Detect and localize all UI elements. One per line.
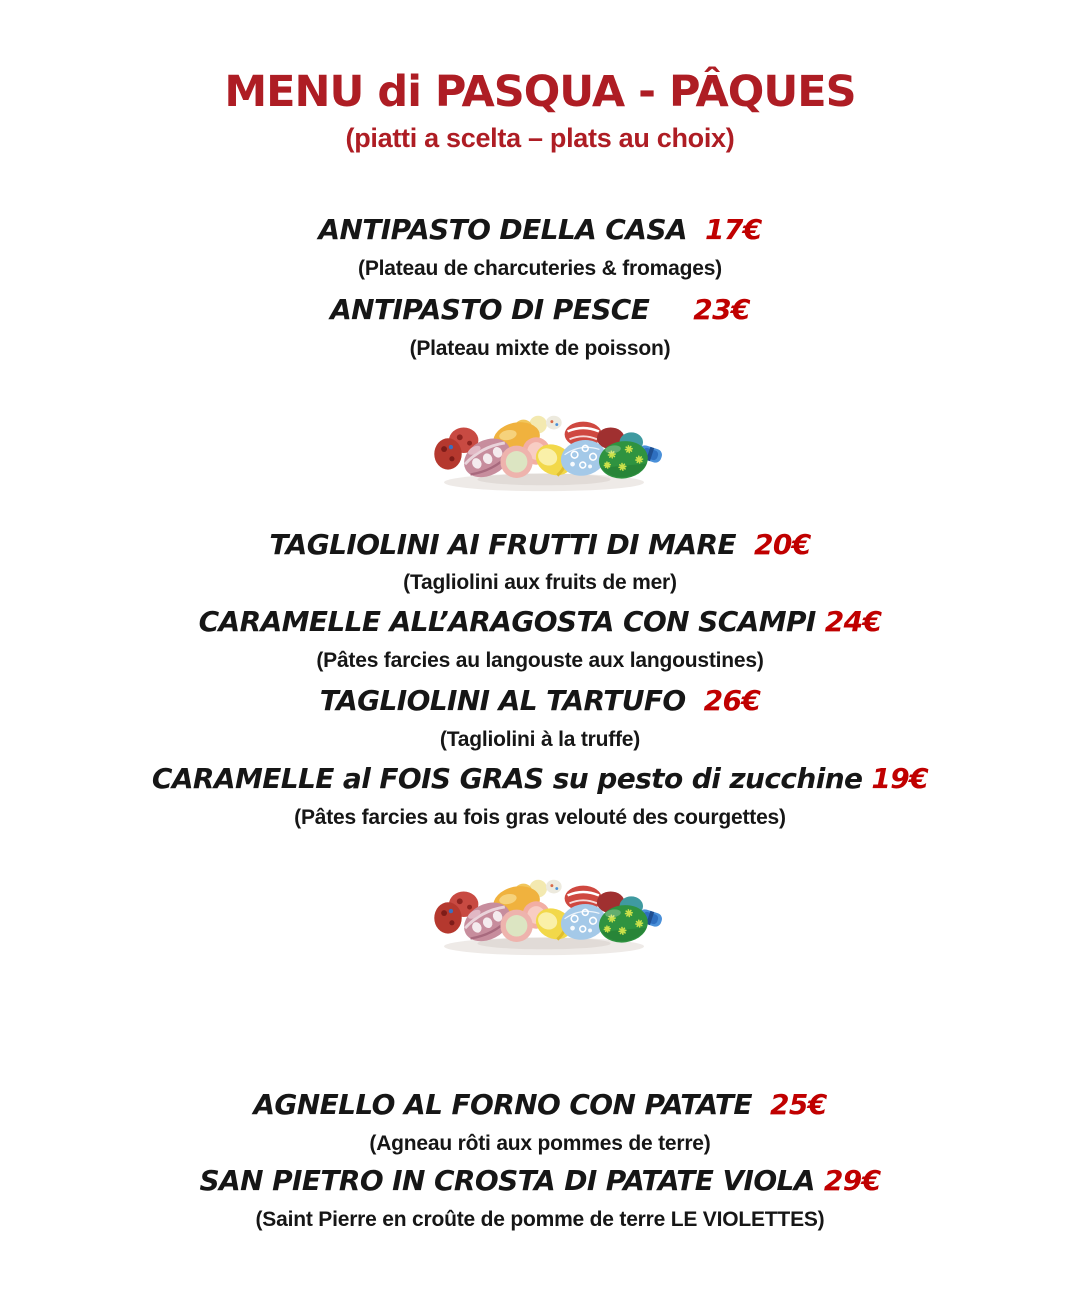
menu-item-price: 26€	[703, 684, 761, 717]
menu-item-antipasto-della-casa	[0, 213, 1080, 246]
menu-item-name: TAGLIOLINI AL TARTUFO	[319, 684, 686, 717]
menu-item-name: CARAMELLE ALL’ARAGOSTA CON SCAMPI	[198, 605, 816, 638]
menu-item-translation: (Plateau mixte de poisson)	[409, 337, 671, 360]
easter-eggs-image	[428, 402, 664, 500]
menu-item-name: TAGLIOLINI AI FRUTTI DI MARE	[269, 528, 736, 561]
easter-eggs-image	[428, 866, 664, 964]
menu-item-name: CARAMELLE al FOIS GRAS su pesto di zucchine	[151, 762, 863, 795]
page-subtitle: (piatti a scelta – plats au choix)	[345, 123, 735, 153]
menu-item-antipasto-di-pesce	[0, 293, 1080, 326]
menu-item-tagliolini-frutti-di-mare	[0, 528, 1080, 561]
menu-item-caramelle-fois-gras	[0, 762, 1080, 795]
menu-item-price: 24€	[824, 605, 882, 638]
page-title: MENU di PASQUA - PÂQUES	[224, 67, 856, 117]
menu-item-price: 20€	[753, 528, 811, 561]
menu-item-name: SAN PIETRO IN CROSTA DI PATATE VIOLA	[199, 1164, 815, 1197]
menu-item-caramelle-aragosta	[0, 605, 1080, 638]
menu-item-agnello-al-forno	[0, 1088, 1080, 1121]
menu-item-san-pietro	[0, 1164, 1080, 1197]
menu-item-price: 19€	[871, 762, 929, 795]
menu-item-translation: (Pâtes farcies au langouste aux langoustines)	[316, 649, 764, 672]
menu-item-translation: (Plateau de charcuteries & fromages)	[358, 257, 722, 280]
menu-item-translation: (Agneau rôti aux pommes de terre)	[369, 1132, 711, 1155]
menu-item-price: 23€	[693, 293, 750, 326]
menu-item-translation: (Tagliolini aux fruits de mer)	[403, 571, 677, 594]
menu-item-price: 29€	[823, 1164, 881, 1197]
menu-item-price: 25€	[769, 1088, 827, 1121]
menu-item-translation: (Tagliolini à la truffe)	[439, 728, 641, 751]
menu-item-name: AGNELLO AL FORNO CON PATATE	[253, 1088, 752, 1121]
menu-item-name: ANTIPASTO DELLA CASA	[318, 213, 687, 246]
menu-item-tagliolini-tartufo	[0, 684, 1080, 717]
menu-item-translation: (Saint Pierre en croûte de pomme de terre LE VIOLETTES)	[255, 1208, 825, 1231]
menu-item-translation: (Pâtes farcies au fois gras velouté des courgettes)	[294, 806, 786, 829]
menu-item-name: ANTIPASTO DI PESCE	[330, 293, 650, 326]
menu-item-price: 17€	[704, 213, 762, 246]
